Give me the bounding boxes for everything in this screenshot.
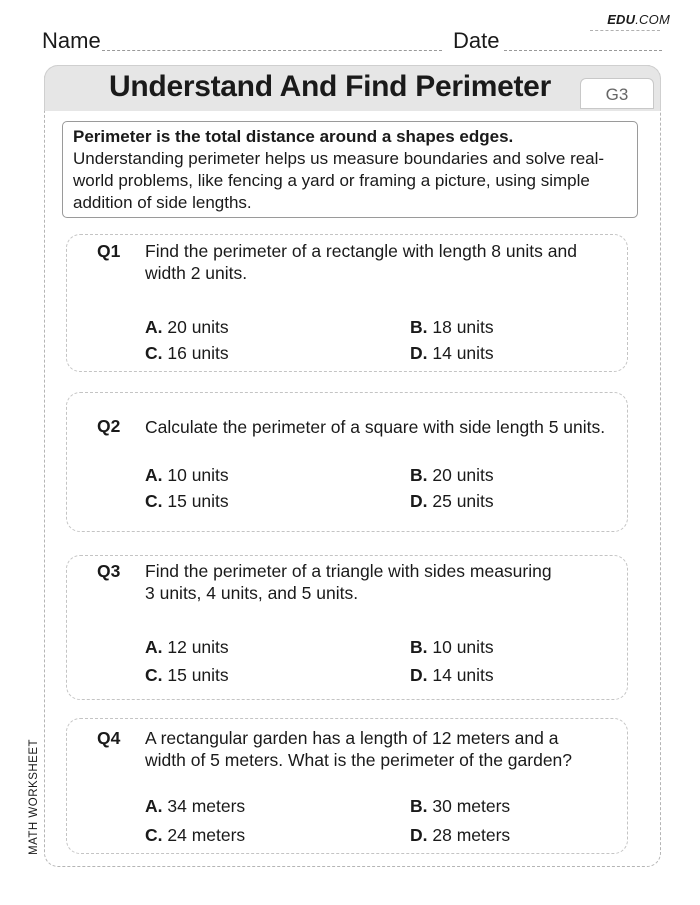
option-a[interactable]: A. 20 units [145, 317, 229, 337]
option-c[interactable]: C. 24 meters [145, 825, 246, 845]
side-label: MATH WORKSHEET [28, 738, 40, 855]
option-a[interactable]: A. 10 units [145, 465, 229, 485]
question-number: Q1 [97, 241, 121, 261]
option-b[interactable]: B. 18 units [410, 317, 494, 337]
option-d[interactable]: D. 28 meters [410, 825, 511, 845]
option-c[interactable]: C. 15 units [145, 491, 229, 511]
question-text [145, 240, 625, 284]
question-number: Q2 [97, 416, 121, 436]
question-number: Q4 [97, 728, 121, 748]
question-text [145, 416, 625, 438]
option-b[interactable]: B. 30 meters [410, 796, 511, 816]
option-c[interactable]: C. 16 units [145, 343, 229, 363]
question-line: A rectangular garden has a length of 12 meters and a [145, 728, 559, 748]
option-d[interactable]: D. 25 units [410, 491, 494, 511]
question-text [145, 560, 625, 604]
date-field-line [504, 50, 662, 51]
question-line: width of 5 meters. What is the perimeter of the garden? [145, 750, 573, 770]
question-line: Find the perimeter of a triangle with sides measuring [145, 561, 552, 581]
grade-tab: G3 [580, 78, 654, 109]
brand-logo: EDU.COM [607, 12, 670, 27]
question-line: width 2 units. [145, 263, 248, 283]
question-line: Find the perimeter of a rectangle with length 8 units and [145, 241, 577, 261]
worksheet-title: Understand And Find Perimeter [109, 70, 551, 103]
option-c[interactable]: C. 15 units [145, 665, 229, 685]
option-b[interactable]: B. 10 units [410, 637, 494, 657]
option-a[interactable]: A. 34 meters [145, 796, 246, 816]
name-field-line [102, 50, 442, 51]
question-line: Calculate the perimeter of a square with side length 5 units. [145, 417, 606, 437]
question-text [145, 727, 625, 771]
option-b[interactable]: B. 20 units [410, 465, 494, 485]
option-a[interactable]: A. 12 units [145, 637, 229, 657]
question-number: Q3 [97, 561, 121, 581]
name-label: Name [42, 28, 101, 53]
intro-box [62, 121, 638, 218]
date-label: Date [453, 28, 500, 53]
name-date-row [42, 28, 662, 54]
option-d[interactable]: D. 14 units [410, 665, 494, 685]
intro-lead: Perimeter is the total distance around a shapes edges. [73, 127, 514, 146]
option-d[interactable]: D. 14 units [410, 343, 494, 363]
intro-body: Understanding perimeter helps us measure boundaries and solve real-world problems, like fencing a yard or framing a picture, using simple addition of side lengths. [73, 149, 605, 212]
question-line: 3 units, 4 units, and 5 units. [145, 583, 359, 603]
